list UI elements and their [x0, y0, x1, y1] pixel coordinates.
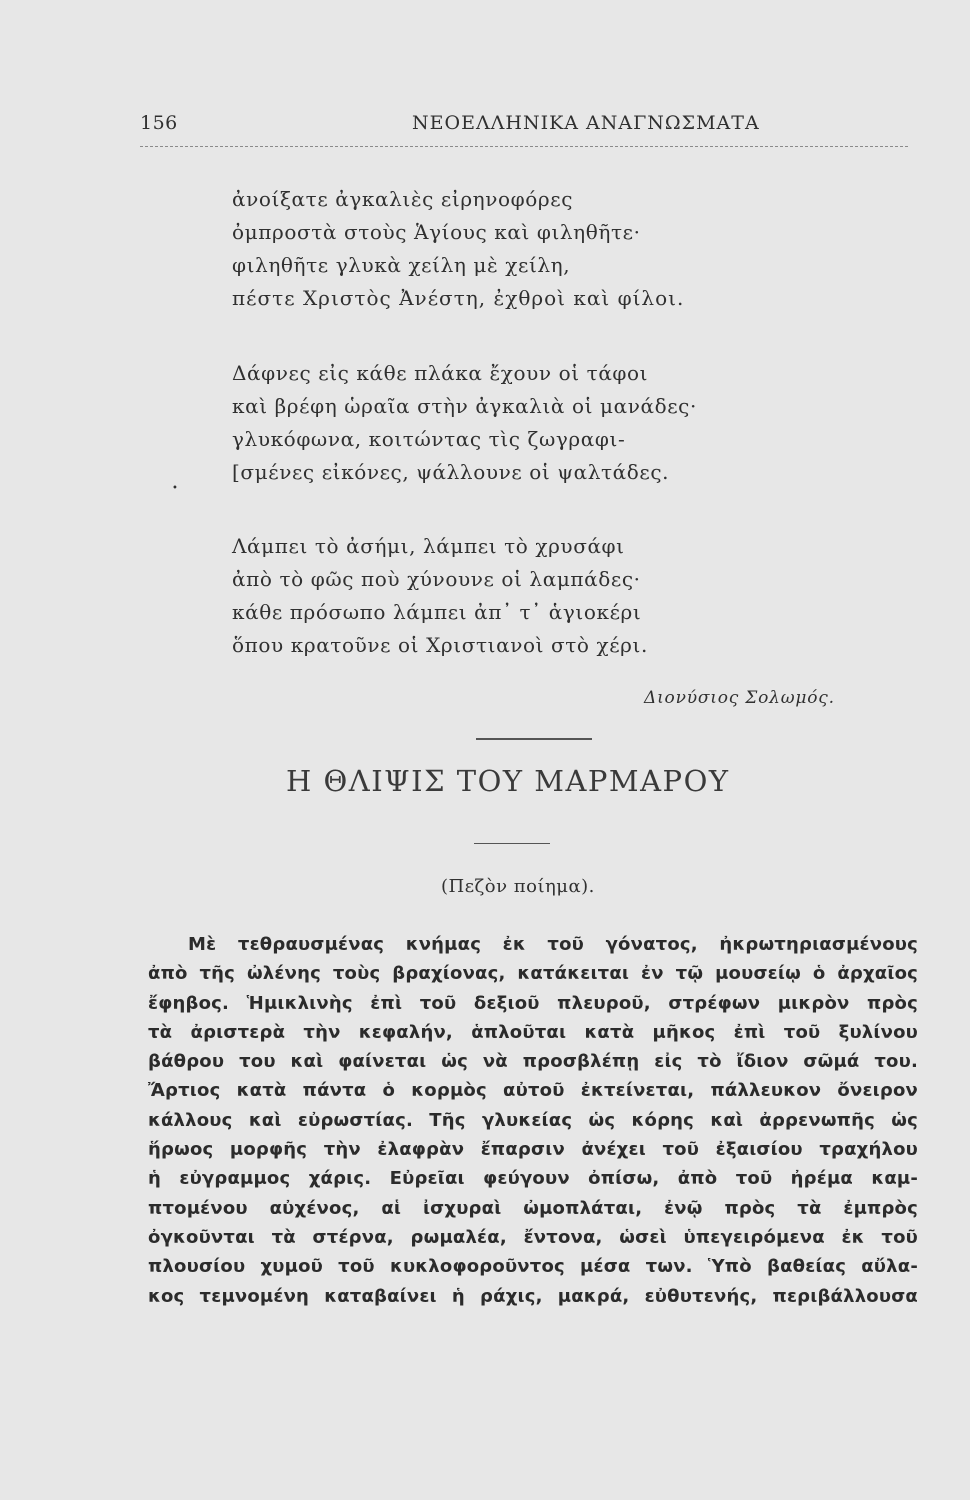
verse-line: ἀπὸ τὸ φῶς ποὺ χύνουνε οἱ λαμπάδες· [232, 567, 641, 591]
poem-stanza-2 [232, 357, 792, 489]
verse-line: ὀμπροστὰ στοὺς Ἁγίους καὶ φιληθῆτε· [232, 220, 641, 244]
verse-line: πέστε Χριστὸς Ἀνέστη, ἐχθροὶ καὶ φίλοι. [232, 286, 685, 310]
section-rule-top [476, 738, 592, 740]
prose-line: ὀγκοῦνται τὰ στέρνα, ρωμαλέα, ἔντονα, ὡσεὶ ὑπεγειρόμενα ἐκ τοῦ [148, 1226, 918, 1248]
margin-dot: • [172, 483, 178, 494]
verse-line: Δάφνες εἰς κάθε πλάκα ἔχουν οἱ τάφοι [232, 361, 649, 385]
verse-line: Λάμπει τὸ ἀσήμι, λάμπει τὸ χρυσάφι [232, 534, 625, 558]
verse-line: ὅπου κρατοῦνε οἱ Χριστιανοὶ στὸ χέρι. [232, 633, 648, 657]
prose-line: Μὲ τεθραυσμένας κνήμας ἐκ τοῦ γόνατος, ἠκρωτηριασμένους [188, 934, 918, 955]
verse-line: ἀνοίξατε ἀγκαλιὲς εἰρηνοφόρες [232, 187, 574, 211]
prose-line: ἔφηβος. Ἡμικλινὴς ἐπὶ τοῦ δεξιοῦ πλευροῦ, στρέφων μικρὸν πρὸς [148, 992, 918, 1014]
prose-line: κάλλους καὶ εὐρωστίας. Τῆς γλυκείας ὡς κόρης καὶ ἀρρενωπῆς ὡς [148, 1109, 918, 1131]
prose-line: κος τεμνομένη καταβαίνει ἡ ράχις, μακρά, εὐθυτενής, περιβάλλουσα [148, 1285, 918, 1307]
running-head [140, 112, 910, 146]
section-subtitle: (Πεζὸν ποίημα). [441, 876, 595, 897]
prose-line: ἀπὸ τῆς ὠλένης τοὺς βραχίονας, κατάκειται ἐν τῷ μουσείῳ ὁ ἀρχαῖος [148, 963, 918, 985]
verse-line: καὶ βρέφη ὡραῖα στὴν ἀγκαλιὰ οἱ μανάδες· [232, 394, 697, 418]
verse-line: κάθε πρόσωπο λάμπει ἀπ᾿ τ᾿ ἁγιοκέρι [232, 600, 642, 624]
verse-line: φιληθῆτε γλυκὰ χείλη μὲ χείλη, [232, 253, 571, 277]
prose-line: ἡ εὐγραμμος χάρις. Εὐρεῖαι φεύγουν ὀπίσω, ἀπὸ τοῦ ἠρέμα καμ- [148, 1168, 918, 1190]
section-title: Η ΘΛΙΨΙΣ ΤΟΥ ΜΑΡΜΑΡΟΥ [286, 764, 730, 798]
running-title: ΝΕΟΕΛΛΗΝΙΚΑ ΑΝΑΓΝΩΣΜΑΤΑ [412, 112, 760, 134]
header-rule [140, 146, 908, 147]
poem-stanza-3 [232, 530, 792, 662]
poem-author: Διονύσιος Σολωμός. [644, 688, 835, 708]
poem-stanza-1 [232, 183, 792, 315]
page-number: 156 [140, 112, 178, 134]
section-rule-bottom [474, 843, 550, 844]
prose-line: ἥρωος μορφῆς τὴν ἐλαφρὰν ἔπαρσιν ἀνέχει τοῦ ἐξαισίου τραχήλου [148, 1139, 918, 1161]
prose-line: πλουσίου χυμοῦ τοῦ κυκλοφοροῦντος μέσα των. Ὑπὸ βαθείας αὔλα- [148, 1256, 918, 1278]
prose-line: Ἄρτιος κατὰ πάντα ὁ κορμὸς αὐτοῦ ἐκτείνεται, πάλλευκον ὄνειρον [148, 1080, 918, 1102]
verse-line: [σμένες εἰκόνες, ψάλλουνε οἱ ψαλτάδες. [232, 460, 670, 484]
prose-paragraph [148, 930, 918, 1311]
verse-line: γλυκόφωνα, κοιτώντας τὶς ζωγραφι- [232, 427, 626, 451]
prose-line: βάθρου του καὶ φαίνεται ὡς νὰ προσβλέπῃ εἰς τὸ ἴδιον σῶμά του. [148, 1051, 918, 1073]
prose-line: τὰ ἀριστερὰ τὴν κεφαλήν, ἁπλοῦται κατὰ μῆκος ἐπὶ τοῦ ξυλίνου [148, 1021, 918, 1043]
prose-line: πτομένου αὐχένος, αἱ ἰσχυραὶ ὠμοπλάται, ἐνῷ πρὸς τὰ ἐμπρὸς [148, 1197, 918, 1219]
